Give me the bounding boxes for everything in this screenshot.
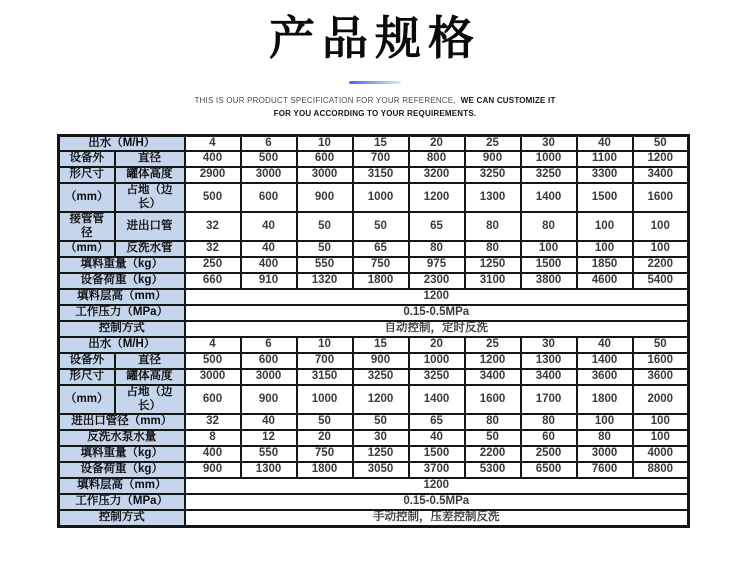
value-cell: 30 [521, 135, 577, 151]
table-row [59, 321, 689, 337]
value-cell: 500 [185, 183, 241, 212]
value-cell: 65 [353, 241, 409, 257]
row-label: （mm） [59, 385, 115, 414]
value-cell: 1000 [353, 183, 409, 212]
value-cell: 3400 [465, 369, 521, 385]
value-cell: 1200 [409, 183, 465, 212]
value-cell: 100 [633, 414, 689, 430]
value-cell: 1200 [633, 151, 689, 167]
value-cell: 2900 [185, 167, 241, 183]
row-label: 设备荷重（kg） [59, 462, 185, 478]
value-cell: 2500 [521, 446, 577, 462]
subtitle [0, 94, 750, 120]
value-cell: 3150 [297, 369, 353, 385]
row-label: 出水（M/H） [59, 337, 185, 353]
value-cell: 1300 [241, 462, 297, 478]
value-cell: 30 [521, 337, 577, 353]
value-cell: 6 [241, 135, 297, 151]
row-label: 直径 [115, 353, 185, 369]
value-cell: 15 [353, 337, 409, 353]
value-cell: 1850 [577, 257, 633, 273]
value-cell: 910 [241, 273, 297, 289]
merged-value-cell: 1200 [185, 289, 689, 305]
value-cell: 1320 [297, 273, 353, 289]
value-cell: 5400 [633, 273, 689, 289]
value-cell: 50 [297, 241, 353, 257]
value-cell: 2200 [633, 257, 689, 273]
value-cell: 100 [577, 212, 633, 241]
merged-value-cell: 手动控制，压差控制反洗 [185, 510, 689, 526]
value-cell: 600 [241, 183, 297, 212]
value-cell: 800 [409, 151, 465, 167]
value-cell: 20 [409, 337, 465, 353]
table-row [59, 167, 689, 183]
value-cell: 50 [633, 337, 689, 353]
value-cell: 3250 [353, 369, 409, 385]
value-cell: 900 [353, 353, 409, 369]
value-cell: 250 [185, 257, 241, 273]
row-label: 形尺寸 [59, 167, 115, 183]
value-cell: 50 [353, 414, 409, 430]
value-cell: 80 [521, 212, 577, 241]
table-row [59, 494, 689, 510]
value-cell: 1400 [521, 183, 577, 212]
table-row [59, 414, 689, 430]
row-label: 接管管径 [59, 212, 115, 241]
value-cell: 3600 [577, 369, 633, 385]
row-label: 控制方式 [59, 510, 185, 526]
value-cell: 2300 [409, 273, 465, 289]
table-row [59, 430, 689, 446]
value-cell: 400 [185, 151, 241, 167]
value-cell: 3700 [409, 462, 465, 478]
table-row [59, 241, 689, 257]
value-cell: 1000 [521, 151, 577, 167]
value-cell: 900 [185, 462, 241, 478]
subtitle-line1-light: THIS IS OUR PRODUCT SPECIFICATION FOR YOUR REFERENCE, [194, 95, 456, 105]
table-row [59, 478, 689, 494]
merged-value-cell: 0.15-0.5MPa [185, 305, 689, 321]
value-cell: 20 [297, 430, 353, 446]
value-cell: 660 [185, 273, 241, 289]
value-cell: 1250 [465, 257, 521, 273]
table-row [59, 212, 689, 241]
table-row [59, 446, 689, 462]
row-label: 设备荷重（kg） [59, 273, 185, 289]
value-cell: 600 [185, 385, 241, 414]
value-cell: 600 [297, 151, 353, 167]
value-cell: 2200 [465, 446, 521, 462]
value-cell: 40 [241, 241, 297, 257]
value-cell: 4 [185, 135, 241, 151]
value-cell: 3050 [353, 462, 409, 478]
value-cell: 50 [297, 414, 353, 430]
value-cell: 4 [185, 337, 241, 353]
value-cell: 1600 [633, 183, 689, 212]
value-cell: 3250 [409, 369, 465, 385]
row-label: 进出口管 [115, 212, 185, 241]
value-cell: 6 [241, 337, 297, 353]
merged-value-cell: 0.15-0.5MPa [185, 494, 689, 510]
row-label: 工作压力（MPa） [59, 494, 185, 510]
value-cell: 1400 [409, 385, 465, 414]
value-cell: 15 [353, 135, 409, 151]
value-cell: 700 [353, 151, 409, 167]
row-label: 直径 [115, 151, 185, 167]
row-label: 形尺寸 [59, 369, 115, 385]
value-cell: 400 [241, 257, 297, 273]
table-row [59, 462, 689, 478]
value-cell: 100 [577, 241, 633, 257]
value-cell: 1000 [409, 353, 465, 369]
value-cell: 1800 [297, 462, 353, 478]
value-cell: 3000 [185, 369, 241, 385]
value-cell: 40 [409, 430, 465, 446]
value-cell: 750 [353, 257, 409, 273]
table-row [59, 510, 689, 526]
row-label: 反洗水泵水量 [59, 430, 185, 446]
table-row [59, 289, 689, 305]
value-cell: 4000 [633, 446, 689, 462]
value-cell: 500 [185, 353, 241, 369]
value-cell: 50 [353, 212, 409, 241]
value-cell: 1400 [577, 353, 633, 369]
subtitle-line1-bold: WE CAN CUSTOMIZE IT [460, 95, 556, 105]
value-cell: 3000 [241, 369, 297, 385]
value-cell: 100 [577, 414, 633, 430]
value-cell: 600 [241, 353, 297, 369]
value-cell: 32 [185, 241, 241, 257]
value-cell: 1600 [465, 385, 521, 414]
row-label: 罐体高度 [115, 369, 185, 385]
value-cell: 80 [409, 241, 465, 257]
row-label: 出水（M/H） [59, 135, 185, 151]
row-label: （mm） [59, 241, 115, 257]
value-cell: 750 [297, 446, 353, 462]
value-cell: 8800 [633, 462, 689, 478]
value-cell: 80 [465, 414, 521, 430]
row-label: 进出口管径（mm） [59, 414, 185, 430]
value-cell: 1800 [577, 385, 633, 414]
value-cell: 80 [465, 241, 521, 257]
value-cell: 40 [241, 414, 297, 430]
value-cell: 25 [465, 337, 521, 353]
value-cell: 65 [409, 414, 465, 430]
value-cell: 3250 [521, 167, 577, 183]
table-row [59, 337, 689, 353]
value-cell: 40 [577, 135, 633, 151]
value-cell: 3200 [409, 167, 465, 183]
value-cell: 25 [465, 135, 521, 151]
value-cell: 1600 [633, 353, 689, 369]
table-row [59, 369, 689, 385]
subtitle-line2: FOR YOU ACCORDING TO YOUR REQUIREMENTS. [273, 108, 477, 118]
value-cell: 100 [521, 241, 577, 257]
value-cell: 50 [297, 212, 353, 241]
table-row [59, 135, 689, 151]
title-accent-line [349, 81, 401, 84]
value-cell: 80 [465, 212, 521, 241]
value-cell: 2000 [633, 385, 689, 414]
value-cell: 500 [241, 151, 297, 167]
value-cell: 60 [521, 430, 577, 446]
value-cell: 975 [409, 257, 465, 273]
spec-table [57, 134, 690, 528]
value-cell: 3150 [353, 167, 409, 183]
row-label: 罐体高度 [115, 167, 185, 183]
value-cell: 550 [297, 257, 353, 273]
table-row [59, 183, 689, 212]
table-row [59, 305, 689, 321]
value-cell: 100 [633, 212, 689, 241]
value-cell: 1100 [577, 151, 633, 167]
table-row [59, 273, 689, 289]
value-cell: 1700 [521, 385, 577, 414]
value-cell: 50 [633, 135, 689, 151]
row-label: 填料重量（kg） [59, 257, 185, 273]
value-cell: 80 [577, 430, 633, 446]
value-cell: 7600 [577, 462, 633, 478]
value-cell: 4600 [577, 273, 633, 289]
value-cell: 1800 [353, 273, 409, 289]
value-cell: 12 [241, 430, 297, 446]
row-label: 填料层高（mm） [59, 289, 185, 305]
value-cell: 1200 [465, 353, 521, 369]
value-cell: 3000 [577, 446, 633, 462]
value-cell: 3600 [633, 369, 689, 385]
value-cell: 3300 [577, 167, 633, 183]
value-cell: 10 [297, 337, 353, 353]
row-label: 反洗水管 [115, 241, 185, 257]
value-cell: 8 [185, 430, 241, 446]
value-cell: 3800 [521, 273, 577, 289]
value-cell: 400 [185, 446, 241, 462]
merged-value-cell: 自动控制，定时反洗 [185, 321, 689, 337]
value-cell: 20 [409, 135, 465, 151]
value-cell: 550 [241, 446, 297, 462]
row-label: 工作压力（MPa） [59, 305, 185, 321]
value-cell: 3100 [465, 273, 521, 289]
table-row [59, 353, 689, 369]
value-cell: 5300 [465, 462, 521, 478]
table-row [59, 151, 689, 167]
value-cell: 1300 [465, 183, 521, 212]
table-row [59, 385, 689, 414]
value-cell: 1250 [353, 446, 409, 462]
value-cell: 32 [185, 212, 241, 241]
value-cell: 3000 [297, 167, 353, 183]
value-cell: 50 [465, 430, 521, 446]
value-cell: 32 [185, 414, 241, 430]
value-cell: 1500 [577, 183, 633, 212]
spec-table-body [59, 135, 689, 526]
value-cell: 65 [409, 212, 465, 241]
row-label: 设备外 [59, 151, 115, 167]
value-cell: 40 [241, 212, 297, 241]
value-cell: 700 [297, 353, 353, 369]
value-cell: 80 [521, 414, 577, 430]
value-cell: 900 [297, 183, 353, 212]
row-label: （mm） [59, 183, 115, 212]
row-label: 控制方式 [59, 321, 185, 337]
value-cell: 3400 [521, 369, 577, 385]
row-label: 填料重量（kg） [59, 446, 185, 462]
row-label: 占地（边长） [115, 385, 185, 414]
value-cell: 40 [577, 337, 633, 353]
row-label: 设备外 [59, 353, 115, 369]
row-label: 占地（边长） [115, 183, 185, 212]
value-cell: 1500 [521, 257, 577, 273]
value-cell: 900 [465, 151, 521, 167]
value-cell: 3250 [465, 167, 521, 183]
value-cell: 1300 [521, 353, 577, 369]
table-row [59, 257, 689, 273]
value-cell: 3400 [633, 167, 689, 183]
value-cell: 1500 [409, 446, 465, 462]
value-cell: 100 [633, 241, 689, 257]
value-cell: 30 [353, 430, 409, 446]
value-cell: 3000 [241, 167, 297, 183]
row-label: 填料层高（mm） [59, 478, 185, 494]
value-cell: 1200 [353, 385, 409, 414]
page-title: 产品规格 [269, 11, 481, 65]
value-cell: 900 [241, 385, 297, 414]
merged-value-cell: 1200 [185, 478, 689, 494]
value-cell: 6500 [521, 462, 577, 478]
value-cell: 10 [297, 135, 353, 151]
value-cell: 1000 [297, 385, 353, 414]
value-cell: 100 [633, 430, 689, 446]
